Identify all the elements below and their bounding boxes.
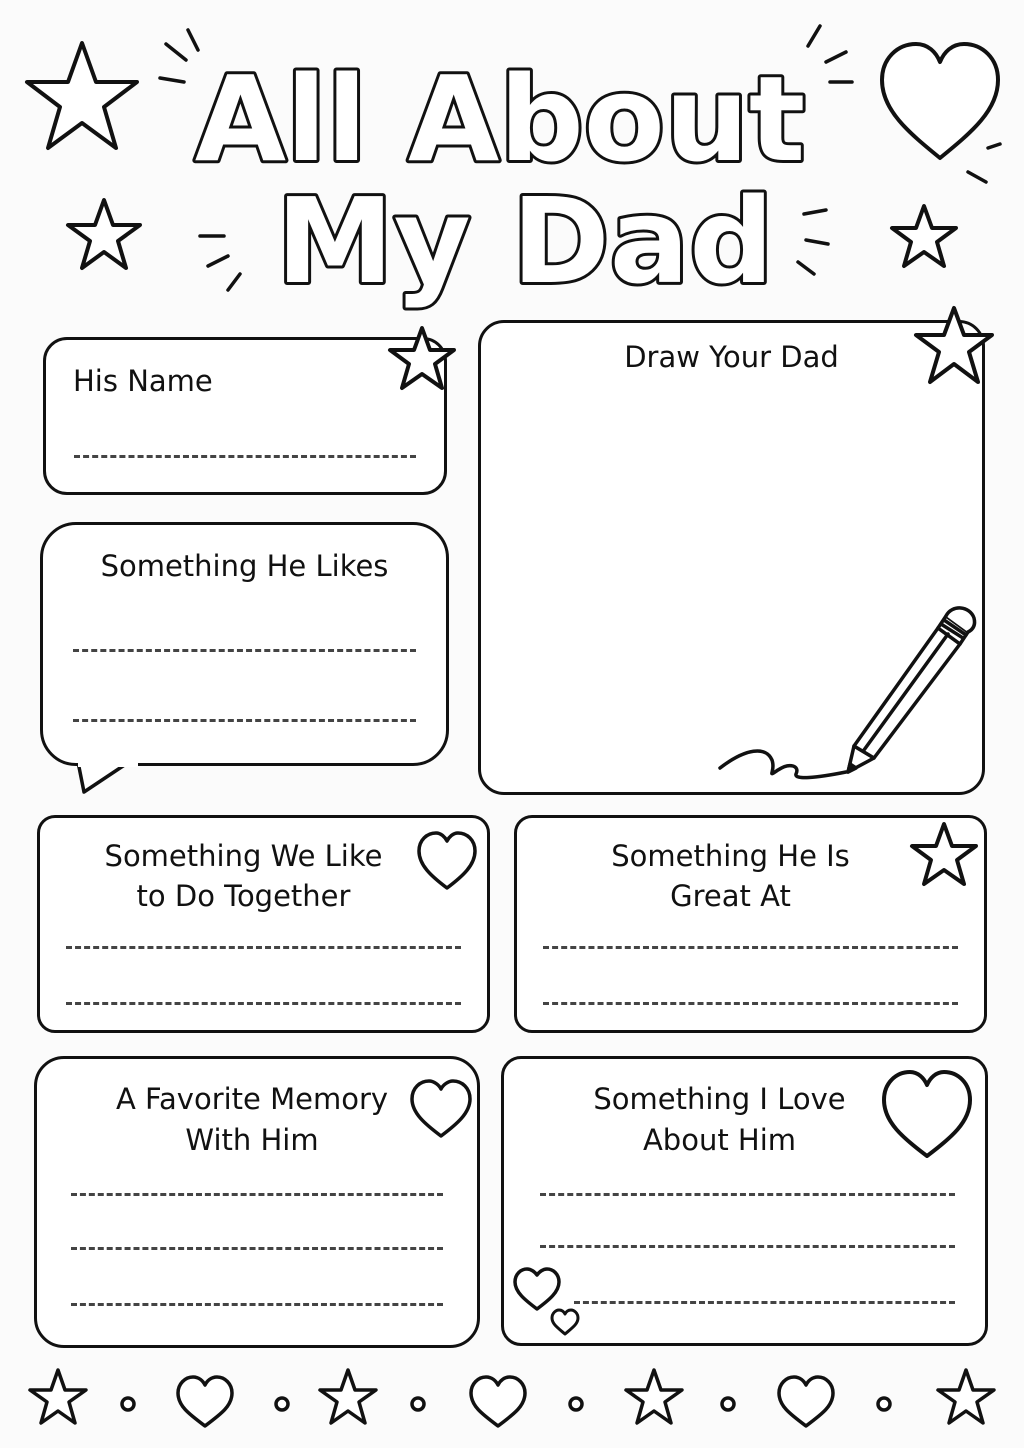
something-he-likes-label: Something He Likes — [100, 549, 389, 583]
dot-icon — [878, 1398, 890, 1410]
heart-icon — [779, 1377, 833, 1426]
sparkle-lines-decoration — [0, 0, 1024, 320]
memory-write-line-2[interactable] — [71, 1247, 443, 1250]
together-label-line-2: to Do Together — [136, 879, 351, 913]
his-name-label: His Name — [73, 364, 213, 398]
star-icon — [626, 1370, 682, 1423]
favorite-memory-label-line-2: With Him — [185, 1123, 319, 1157]
bottom-decoration-row — [0, 1362, 1024, 1442]
likes-write-line-1[interactable] — [73, 649, 416, 652]
dot-icon — [122, 1398, 134, 1410]
heart-icon — [550, 1308, 580, 1336]
love-about-label-line-1: Something I Love — [593, 1082, 846, 1116]
star-icon — [908, 820, 980, 892]
dot-icon — [722, 1398, 734, 1410]
great-at-write-line-2[interactable] — [543, 1002, 958, 1005]
heart-icon — [512, 1266, 562, 1312]
dot-icon — [570, 1398, 582, 1410]
star-icon — [320, 1370, 376, 1423]
speech-bubble-tail-cover — [78, 759, 158, 779]
memory-write-line-3[interactable] — [71, 1303, 443, 1306]
together-write-line-1[interactable] — [66, 946, 461, 949]
likes-write-line-2[interactable] — [73, 719, 416, 722]
love-write-line-2[interactable] — [540, 1245, 955, 1248]
great-at-label-line-1: Something He Is — [611, 839, 850, 873]
great-at-label-line-2: Great At — [670, 879, 791, 913]
heart-icon — [880, 1068, 974, 1160]
love-write-line-3[interactable] — [574, 1301, 955, 1304]
heart-icon — [416, 830, 478, 892]
love-about-label-line-2: About Him — [642, 1123, 797, 1157]
together-label-line-1: Something We Like — [104, 839, 383, 873]
heart-icon — [471, 1377, 525, 1426]
dot-icon — [276, 1398, 288, 1410]
great-at-write-line-1[interactable] — [543, 946, 958, 949]
pencil-icon — [716, 598, 986, 798]
title-line-2: My Dad — [276, 172, 774, 310]
favorite-memory-label-line-1: A Favorite Memory — [115, 1082, 389, 1116]
star-icon — [912, 304, 996, 388]
love-write-line-1[interactable] — [540, 1193, 955, 1196]
something-he-likes-box — [40, 522, 449, 766]
star-icon — [386, 324, 458, 396]
memory-write-line-1[interactable] — [71, 1193, 443, 1196]
his-name-write-line[interactable] — [74, 455, 416, 458]
star-icon — [30, 1370, 86, 1423]
heart-icon — [178, 1377, 232, 1426]
draw-your-dad-label: Draw Your Dad — [624, 340, 839, 374]
star-icon — [938, 1370, 994, 1423]
title-line-1: All About — [194, 50, 806, 188]
together-write-line-2[interactable] — [66, 1002, 461, 1005]
dot-icon — [412, 1398, 424, 1410]
